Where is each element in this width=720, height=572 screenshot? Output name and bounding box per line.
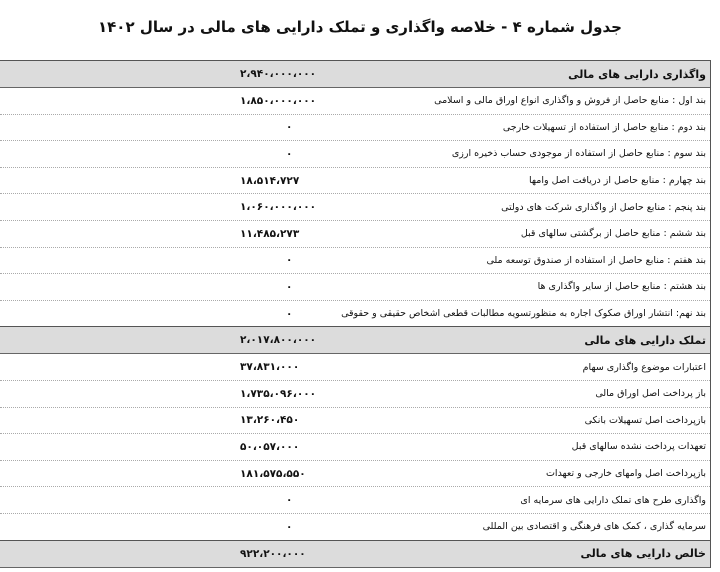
row-label: اعتبارات موضوع واگذاری سهام	[582, 361, 706, 373]
table-row	[0, 141, 710, 168]
row-value: ۰	[286, 254, 293, 267]
table-row	[0, 487, 710, 514]
table-row	[0, 434, 710, 461]
section-header-acquisition	[0, 327, 710, 354]
section-header-label: تملک دارایی های مالی	[584, 333, 706, 347]
section-header-divestment	[0, 61, 710, 88]
row-label: بند پنجم : منابع حاصل از واگذاری شرکت های دولتی	[501, 201, 706, 213]
row-label: بند هفتم : منابع حاصل از استفاده از صندوق توسعه ملی	[486, 254, 706, 266]
table-row	[0, 168, 710, 195]
row-value: ۰	[286, 280, 293, 293]
row-value: ۳۷،۸۳۱،۰۰۰	[240, 361, 300, 374]
table-row	[0, 248, 710, 275]
row-value: ۰	[286, 307, 293, 320]
table-row	[0, 88, 710, 115]
row-label: بازپرداخت اصل وامهای خارجی و تعهدات	[545, 468, 706, 480]
row-label: واگذاری طرح های تملک دارایی های سرمایه ای	[520, 494, 706, 506]
row-value: ۱۳،۲۶۰،۴۵۰	[240, 414, 300, 427]
table-row	[0, 194, 710, 221]
table-row	[0, 408, 710, 435]
section-header-net-financial-assets	[0, 541, 710, 568]
row-label: بند نهم: انتشار اوراق صکوک اجاره به منظورتسویه مطالبات قطعی اشخاص حقیقی و حقوقی	[341, 308, 706, 320]
table-row	[0, 354, 710, 381]
row-value: ۰	[286, 121, 293, 134]
row-label: سرمایه گذاری ، کمک های فرهنگی و اقتصادی بین المللی	[482, 521, 706, 533]
row-label: بند دوم : منابع حاصل از استفاده از تسهیلات خارجی	[502, 121, 706, 133]
row-label: باز پرداخت اصل اوراق مالی	[595, 388, 706, 400]
row-value: ۰	[286, 147, 293, 160]
row-value: ۱۸،۵۱۴،۷۲۷	[240, 174, 300, 187]
row-label: تعهدات پرداخت نشده سالهای قبل	[571, 441, 706, 453]
table-row	[0, 221, 710, 248]
row-label: بازپرداخت اصل تسهیلات بانکی	[584, 414, 706, 426]
table-row	[0, 274, 710, 301]
section-header-value: ۲،۰۱۷،۸۰۰،۰۰۰	[240, 334, 317, 347]
row-label: بند سوم : منابع حاصل از استفاده از موجودی حساب ذخیره ارزی	[451, 148, 706, 160]
table-row	[0, 115, 710, 142]
row-value: ۱،۸۵۰،۰۰۰،۰۰۰	[240, 94, 317, 107]
table-row	[0, 514, 710, 541]
row-label: بند ششم : منابع حاصل از برگشتی سالهای قبل	[520, 228, 706, 240]
row-value: ۱۸۱،۵۷۵،۵۵۰	[240, 467, 306, 480]
table-row	[0, 301, 710, 328]
row-value: ۵۰،۰۵۷،۰۰۰	[240, 440, 300, 453]
row-label: بند اول : منابع حاصل از فروش و واگذاری انواع اوراق مالی و اسلامی	[434, 95, 706, 107]
section-header-value: ۲،۹۴۰،۰۰۰،۰۰۰	[240, 68, 317, 80]
row-value: ۱۱،۴۸۵،۲۷۳	[240, 227, 300, 240]
table-title: جدول شماره ۴ - خلاصه واگذاری و تملک دارایی های مالی در سال ۱۴۰۲	[98, 18, 622, 36]
row-value: ۱،۷۳۵،۰۹۶،۰۰۰	[240, 387, 317, 400]
section-header-value: ۹۲۲،۲۰۰،۰۰۰	[240, 547, 306, 560]
row-value: ۰	[286, 494, 293, 507]
row-label: بند هشتم : منابع حاصل از سایر واگذاری ها	[537, 281, 706, 293]
row-value: ۱،۰۶۰،۰۰۰،۰۰۰	[240, 201, 317, 214]
table-row	[0, 461, 710, 488]
section-header-label: واگذاری دارایی های مالی	[568, 67, 706, 81]
row-value: ۰	[286, 520, 293, 533]
summary-table	[0, 60, 711, 568]
row-label: بند چهارم : منابع حاصل از دریافت اصل وامها	[529, 175, 706, 187]
table-row	[0, 381, 710, 408]
section-header-label: خالص دارایی های مالی	[580, 547, 706, 560]
